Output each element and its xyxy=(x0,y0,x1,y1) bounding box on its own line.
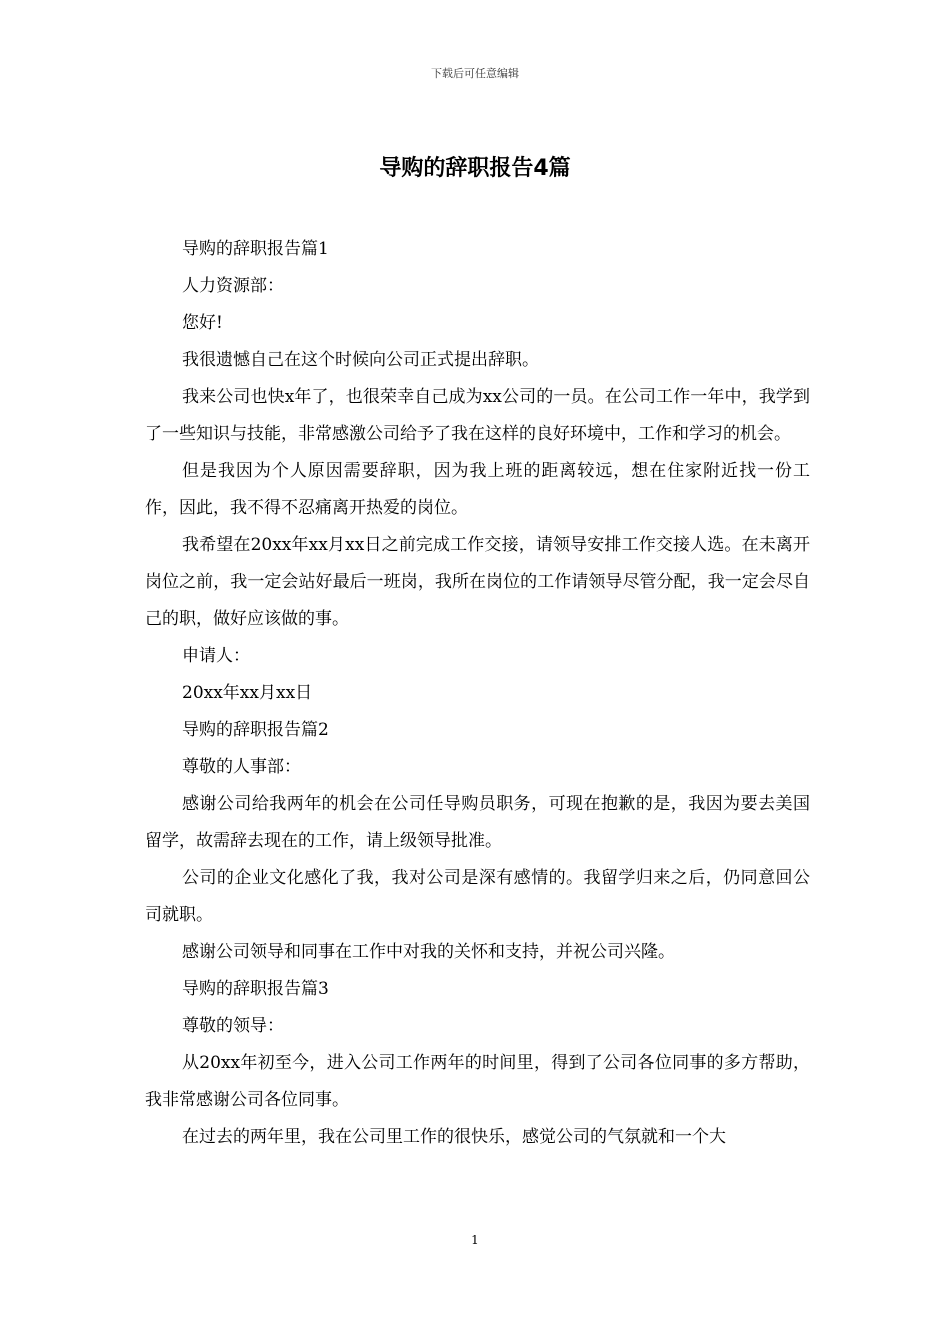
document-body xyxy=(145,231,810,1156)
salutation-3: 尊敬的领导： xyxy=(182,1016,284,1036)
salutation-2: 尊敬的人事部： xyxy=(182,757,301,777)
body-paragraph: 我希望在20xx年xx月xx日之前完成工作交接，请领导安排工作交接人选。在未离开岗位之前，我一定会站好最后一班岗，我所在岗位的工作请领导尽管分配，我一定会尽自己的职，做好应该做的事。 xyxy=(145,535,810,629)
body-paragraph: 从20xx年初至今，进入公司工作两年的时间里，得到了公司各位同事的多方帮助，我非常感谢公司各位同事。 xyxy=(145,1053,810,1110)
applicant-label: 申请人： xyxy=(182,646,250,666)
body-paragraph: 在过去的两年里，我在公司里工作的很快乐，感觉公司的气氛就和一个大 xyxy=(182,1127,726,1147)
greeting: 您好! xyxy=(182,313,223,333)
page-header-note: 下载后可任意编辑 xyxy=(431,67,519,80)
body-paragraph: 公司的企业文化感化了我，我对公司是深有感情的。我留学归来之后，仍同意回公司就职。 xyxy=(145,868,810,925)
date-line: 20xx年xx月xx日 xyxy=(182,683,313,703)
body-paragraph: 但是我因为个人原因需要辞职，因为我上班的距离较远，想在住家附近找一份工作，因此，我不得不忍痛离开热爱的岗位。 xyxy=(145,461,810,518)
body-paragraph: 我很遗憾自己在这个时候向公司正式提出辞职。 xyxy=(182,350,539,370)
body-paragraph: 感谢公司领导和同事在工作中对我的关怀和支持，并祝公司兴隆。 xyxy=(182,942,675,962)
section-heading-3: 导购的辞职报告篇3 xyxy=(182,979,329,999)
section-heading-1: 导购的辞职报告篇1 xyxy=(182,239,329,259)
document-title: 导购的辞职报告4篇 xyxy=(379,156,571,181)
body-paragraph: 感谢公司给我两年的机会在公司任导购员职务，可现在抱歉的是，我因为要去美国留学，故需辞去现在的工作，请上级领导批准。 xyxy=(145,794,810,851)
section-heading-2: 导购的辞职报告篇2 xyxy=(182,720,329,740)
body-paragraph: 我来公司也快x年了，也很荣幸自己成为xx公司的一员。在公司工作一年中，我学到了一些知识与技能，非常感激公司给予了我在这样的良好环境中，工作和学习的机会。 xyxy=(145,387,810,444)
salutation-1: 人力资源部： xyxy=(182,276,284,296)
page-number: 1 xyxy=(471,1233,479,1247)
